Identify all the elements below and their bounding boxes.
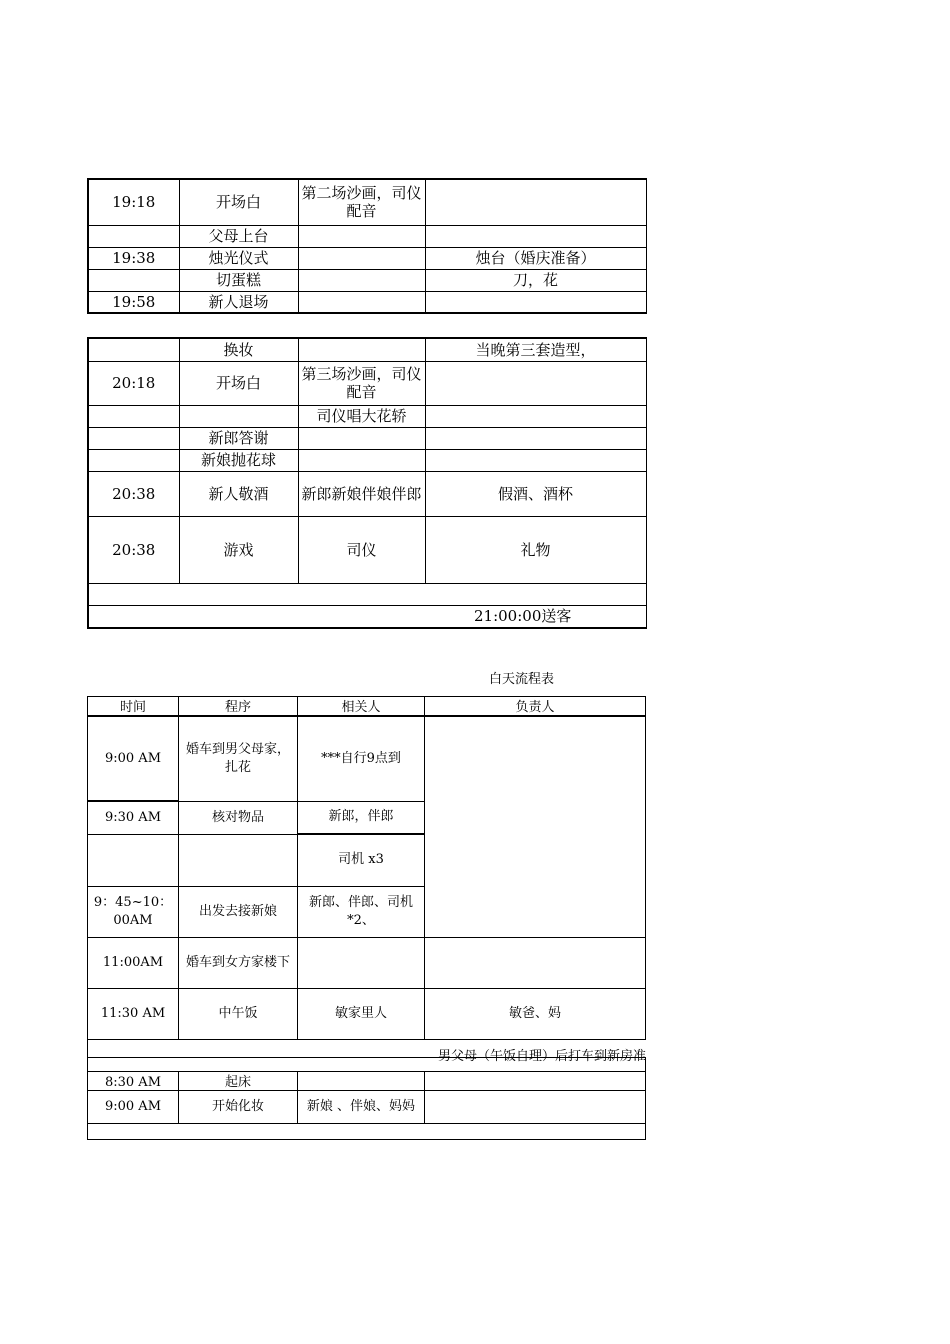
header-program: 程序 bbox=[179, 697, 298, 717]
table-row bbox=[88, 605, 646, 628]
related-cell: 第二场沙画，司仪配音 bbox=[298, 179, 425, 225]
table-row bbox=[88, 179, 646, 225]
related-cell bbox=[298, 291, 425, 313]
table-row bbox=[88, 247, 646, 269]
time-cell: 19:18 bbox=[88, 179, 179, 225]
program-cell: 烛光仪式 bbox=[179, 247, 298, 269]
time-cell: 20:38 bbox=[88, 516, 179, 583]
empty-row-cell bbox=[88, 1123, 646, 1139]
program-cell: 游戏 bbox=[179, 516, 298, 583]
responsible-cell: 当晚第三套造型， bbox=[425, 338, 646, 361]
time-cell bbox=[88, 405, 179, 427]
table-row bbox=[88, 269, 646, 291]
program-cell: 开始化妆 bbox=[179, 1090, 298, 1123]
program-cell: 新郎答谢 bbox=[179, 427, 298, 449]
related-cell bbox=[298, 225, 425, 247]
evening-schedule-table-2 bbox=[87, 337, 647, 629]
responsible-cell bbox=[425, 225, 646, 247]
related-cell: 司机 x3 bbox=[298, 834, 425, 886]
table-row bbox=[88, 1071, 646, 1090]
time-cell: 19:38 bbox=[88, 247, 179, 269]
table-row bbox=[88, 471, 646, 516]
related-cell: 司仪 bbox=[298, 516, 425, 583]
time-cell: 11:00AM bbox=[88, 937, 179, 988]
table-row bbox=[88, 988, 646, 1039]
responsible-cell bbox=[425, 1071, 646, 1090]
program-cell bbox=[179, 405, 298, 427]
responsible-cell: 刀，花 bbox=[425, 269, 646, 291]
related-cell bbox=[298, 937, 425, 988]
table-row bbox=[88, 361, 646, 405]
time-cell: 9：45~10：00AM bbox=[88, 886, 179, 937]
time-cell: 19:58 bbox=[88, 291, 179, 313]
time-cell: 9:00 AM bbox=[88, 1090, 179, 1123]
related-cell bbox=[298, 1071, 425, 1090]
responsible-cell: 礼物 bbox=[425, 516, 646, 583]
table-row bbox=[88, 427, 646, 449]
header-time: 时间 bbox=[88, 697, 179, 717]
time-cell bbox=[88, 834, 179, 886]
header-responsible: 负责人 bbox=[425, 697, 646, 717]
responsible-cell bbox=[425, 405, 646, 427]
related-cell: 新郎、伴郎、司机*2、 bbox=[298, 886, 425, 937]
related-cell bbox=[298, 449, 425, 471]
program-cell: 起床 bbox=[179, 1071, 298, 1090]
evening-schedule-table-1 bbox=[87, 178, 647, 314]
program-cell: 婚车到男父母家，扎花 bbox=[179, 716, 298, 801]
program-cell: 新娘抛花球 bbox=[179, 449, 298, 471]
time-cell: 11:30 AM bbox=[88, 988, 179, 1039]
related-cell: 新郎新娘伴娘伴郎 bbox=[298, 471, 425, 516]
related-cell: 敏家里人 bbox=[298, 988, 425, 1039]
table-row bbox=[88, 449, 646, 471]
program-cell: 出发去接新娘 bbox=[179, 886, 298, 937]
responsible-cell bbox=[425, 427, 646, 449]
responsible-cell: 假酒、酒杯 bbox=[425, 471, 646, 516]
program-cell: 核对物品 bbox=[179, 801, 298, 834]
program-cell bbox=[179, 834, 298, 886]
related-cell: 第三场沙画，司仪配音 bbox=[298, 361, 425, 405]
time-cell bbox=[88, 427, 179, 449]
responsible-cell bbox=[425, 1090, 646, 1123]
program-cell: 中午饭 bbox=[179, 988, 298, 1039]
table-row bbox=[88, 405, 646, 427]
responsible-cell: 烛台（婚庆准备） bbox=[425, 247, 646, 269]
responsible-cell: 敏爸、妈 bbox=[425, 988, 646, 1039]
table-row bbox=[88, 1090, 646, 1123]
time-cell bbox=[88, 338, 179, 361]
responsible-cell bbox=[425, 179, 646, 225]
header-related: 相关人 bbox=[298, 697, 425, 717]
table-row bbox=[88, 583, 646, 605]
page-title: 白天流程表 bbox=[489, 672, 555, 687]
related-cell: ***自行9点到 bbox=[298, 716, 425, 801]
responsible-cell bbox=[425, 361, 646, 405]
table-row bbox=[88, 291, 646, 313]
table-row bbox=[88, 225, 646, 247]
responsible-cell bbox=[425, 937, 646, 988]
program-cell: 切蛋糕 bbox=[179, 269, 298, 291]
program-cell: 开场白 bbox=[179, 361, 298, 405]
table-row bbox=[88, 1123, 646, 1139]
related-cell bbox=[298, 247, 425, 269]
responsible-cell bbox=[425, 291, 646, 313]
related-cell: 新郎，伴郎 bbox=[298, 801, 425, 834]
time-cell: 20:38 bbox=[88, 471, 179, 516]
program-cell: 父母上台 bbox=[179, 225, 298, 247]
responsible-cell bbox=[425, 449, 646, 471]
time-cell bbox=[88, 225, 179, 247]
program-cell: 新人敬酒 bbox=[179, 471, 298, 516]
table-header-row bbox=[88, 697, 646, 717]
daytime-schedule-table bbox=[87, 696, 646, 1140]
time-cell: 9:00 AM bbox=[88, 716, 179, 801]
table-row bbox=[88, 516, 646, 583]
responsible-cell bbox=[425, 716, 646, 937]
related-cell bbox=[298, 269, 425, 291]
related-cell bbox=[298, 427, 425, 449]
time-cell: 8:30 AM bbox=[88, 1071, 179, 1090]
end-time-cell: 21:00:00送客 bbox=[88, 605, 646, 628]
table-row bbox=[88, 716, 646, 801]
related-cell bbox=[298, 338, 425, 361]
program-cell: 换妆 bbox=[179, 338, 298, 361]
program-cell: 新人退场 bbox=[179, 291, 298, 313]
related-cell: 司仪唱大花轿 bbox=[298, 405, 425, 427]
time-cell: 20:18 bbox=[88, 361, 179, 405]
time-cell: 9:30 AM bbox=[88, 801, 179, 834]
day-note: 男父母（午饭自理）后打车到新房准 bbox=[438, 1049, 647, 1064]
related-cell: 新娘 、伴娘、妈妈 bbox=[298, 1090, 425, 1123]
time-cell bbox=[88, 449, 179, 471]
program-cell: 婚车到女方家楼下 bbox=[179, 937, 298, 988]
table-row bbox=[88, 937, 646, 988]
program-cell: 开场白 bbox=[179, 179, 298, 225]
time-cell bbox=[88, 269, 179, 291]
empty-row-cell bbox=[88, 583, 646, 605]
table-row bbox=[88, 338, 646, 361]
